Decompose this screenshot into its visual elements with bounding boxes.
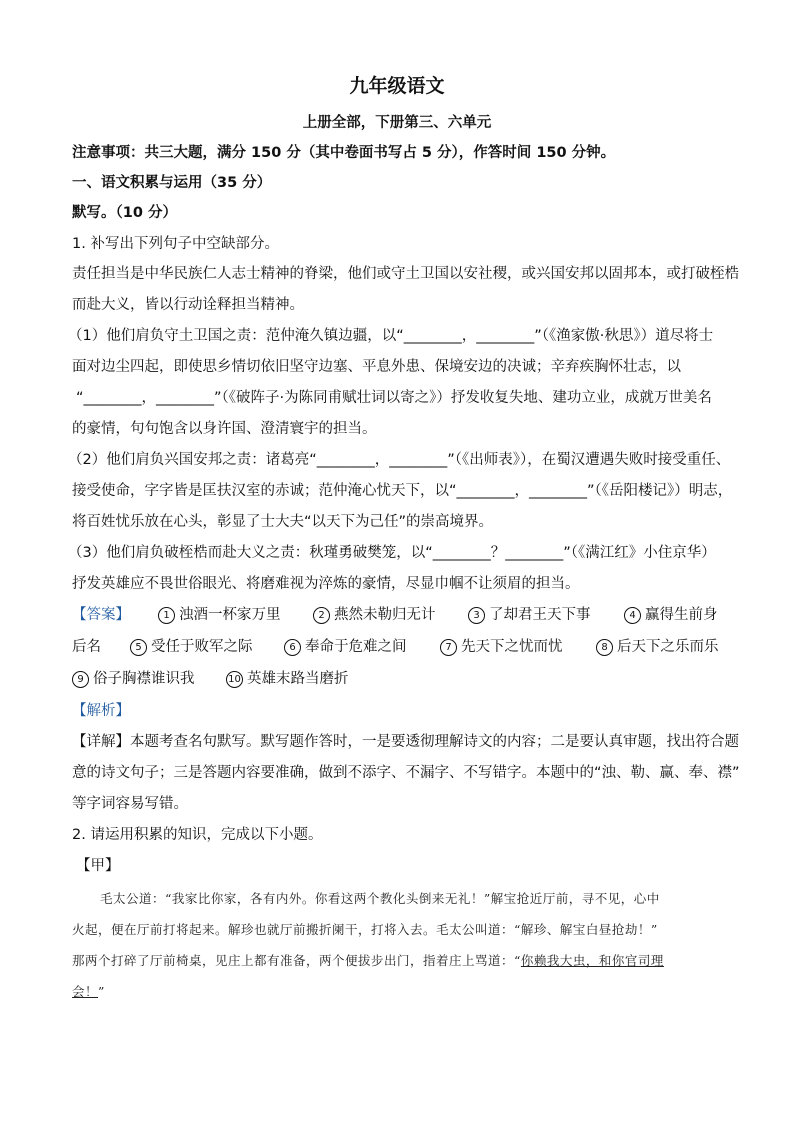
passage-text: 那两个打碎了厅前椅桌，见庄上都有准备，两个便拔步出门，指着庄上骂道：“	[72, 953, 521, 968]
answer-text: 俗子胸襟谁识我	[93, 671, 195, 687]
passage-line	[72, 951, 664, 971]
page-title: 九年级语文	[349, 75, 445, 97]
answer-number: 9	[72, 671, 89, 688]
answer-number: 8	[596, 639, 613, 656]
passage-line: 毛太公道：“我家比你家，各有内外。你看这两个教化头倒来无礼！”解宝抢近厅前，寻不见，心中	[100, 891, 660, 906]
passage-text: ”	[98, 984, 105, 999]
answer-text: 后名	[72, 639, 101, 655]
answer-item	[72, 637, 101, 657]
subsection-heading: 默写。（10 分）	[72, 205, 177, 221]
answer-text: 燕然未勒归无计	[334, 607, 436, 623]
answer-item	[284, 637, 407, 657]
passage-line: 火起，便在厅前打将起来。解珍也就厅前搬折阑干，打将入去。毛太公叫道：“解珍、解宝白昼抢劫！”	[72, 922, 658, 937]
part1-line: 面对边尘四起，即使思乡情切依旧坚守边塞、平息外患、保境安边的决诚；辛弃疾胸怀壮志，以	[72, 359, 681, 375]
answer-number: 5	[130, 639, 147, 656]
answer-text: 后天下之乐而乐	[617, 639, 719, 655]
answer-label: 【答案】	[72, 607, 130, 623]
question-1-intro-line: 而赴大义，皆以行动诠释担当精神。	[72, 297, 304, 313]
answer-text: 赢得生前身	[645, 607, 718, 623]
answer-item	[72, 669, 195, 689]
passage-line	[72, 982, 105, 1002]
answer-item	[440, 637, 563, 657]
answer-text: 了却君王天下事	[489, 607, 591, 623]
analysis-label: 【解析】	[72, 703, 130, 719]
part2-line: 将百姓忧乐放在心头，彰显了士大夫“以天下为己任”的崇高境界。	[72, 514, 494, 530]
answer-number: 1	[158, 607, 175, 624]
part2-line: （2）他们肩负兴国安邦之责：诸葛亮“________，________”（《出师表》），在蜀汉遭遇失败时接受重任、	[68, 452, 731, 468]
passage-label: 【甲】	[76, 858, 120, 874]
answer-text: 英雄末路当磨折	[247, 671, 349, 687]
answer-item	[313, 605, 436, 625]
answer-item	[226, 669, 349, 689]
question-1-stem: 1. 补写出下列句子中空缺部分。	[72, 236, 279, 252]
answer-number: 4	[624, 607, 641, 624]
question-1-intro-line: 责任担当是中华民族仁人志士精神的脊梁，他们或守土卫国以安社稷，或兴国安邦以固邦本，或打破桎梏	[72, 266, 739, 282]
part3-line: （3）他们肩负破桎梏而赴大义之责：秋瑾勇破樊笼，以“________？________”（《满江红》小住京华）	[68, 545, 716, 561]
passage-underlined-text: 会！	[72, 984, 99, 999]
page-subtitle: 上册全部，下册第三、六单元	[302, 115, 492, 131]
answer-number: 2	[313, 607, 330, 624]
analysis-line: 意的诗文句子；三是答题内容要准确，做到不添字、不漏字、不写错字。本题中的“浊、勒、赢、奉、襟”	[72, 765, 740, 781]
analysis-line: 【详解】本题考查名句默写。默写题作答时，一是要透彻理解诗文的内容；二是要认真审题，找出符合题	[72, 734, 739, 750]
part2-line: 接受使命，字字皆是匡扶汉室的赤诚；范仲淹心忧天下，以“________，________”（《岳阳楼记》）明志，	[72, 483, 733, 499]
answer-item	[596, 637, 719, 657]
part3-line: 抒发英雄应不畏世俗眼光、将磨难视为淬炼的豪情，尽显巾帼不让须眉的担当。	[72, 576, 580, 592]
answer-number: 6	[284, 639, 301, 656]
answer-text: 先天下之忧而忧	[461, 639, 563, 655]
section-heading: 一、语文积累与运用（35 分）	[72, 175, 272, 191]
part1-line: 的豪情，句句饱含以身许国、澄清寰宇的担当。	[72, 421, 377, 437]
answer-item	[624, 605, 718, 625]
answer-number: 3	[468, 607, 485, 624]
answer-item	[158, 605, 281, 625]
answer-item	[130, 637, 253, 657]
part1-line: （1）他们肩负守土卫国之责：范仲淹久镇边疆，以“________，________”（《渔家傲·秋思》）道尽将士	[68, 328, 714, 344]
question-2-stem: 2. 请运用积累的知识，完成以下小题。	[72, 827, 323, 843]
answer-number: 10	[226, 671, 243, 688]
answer-text: 受任于败军之际	[151, 639, 253, 655]
answer-text: 浊酒一杯家万里	[179, 607, 281, 623]
answer-number: 7	[440, 639, 457, 656]
passage-underlined-text: 你赖我大虫，和你官司理	[520, 953, 664, 968]
part1-line: “________，________”（《破阵子·为陈同甫赋壮词以寄之》）抒发收复失地、建功立业，成就万世美名	[76, 390, 712, 406]
exam-notice: 注意事项：共三大题，满分 150 分（其中卷面书写占 5 分），作答时间 150 分钟。	[72, 145, 616, 161]
answer-text: 奉命于危难之间	[305, 639, 407, 655]
answer-item	[468, 605, 591, 625]
analysis-line: 等字词容易写错。	[72, 796, 188, 812]
